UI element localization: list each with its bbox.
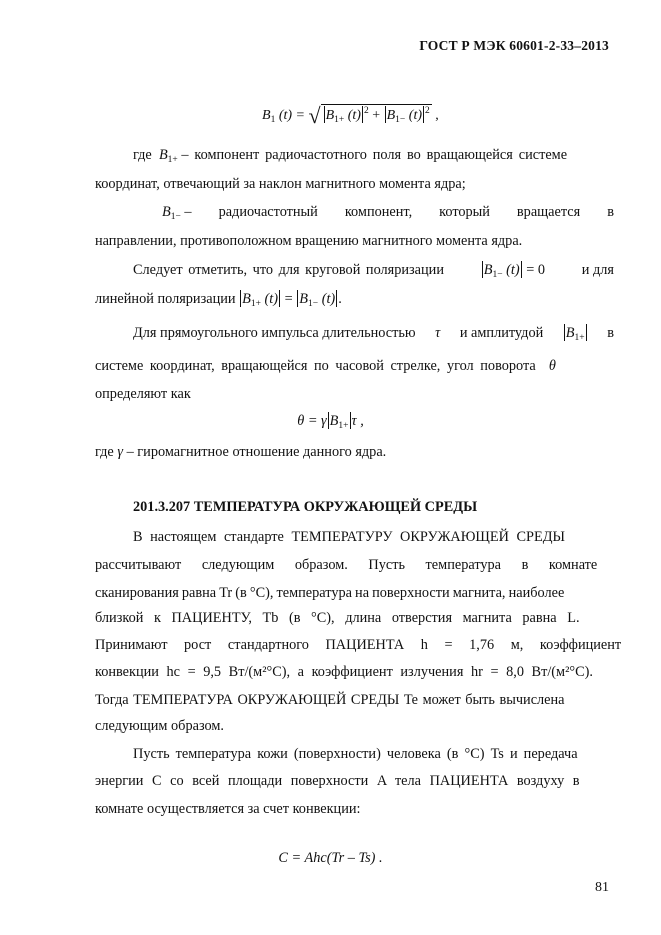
p1-line4: направлении, противоположном вращению магнитного момента ядра. bbox=[95, 233, 523, 249]
section-line-5: Принимают рост стандартного ПАЦИЕНТА h = 1,76 м, коэффициент bbox=[95, 637, 622, 653]
p3-line1: Для прямоугольного импульса длительностью τ и амплитудой $B_{1+}$ в bbox=[133, 325, 614, 343]
p2-line1: Следует отметить, что для круговой поляризации $B_{1-}$ (t) = 0 и для bbox=[133, 262, 614, 280]
p3-line5: где γ – гиромагнитное отношение данного ядра. bbox=[95, 444, 387, 460]
section-heading: 201.3.207 ТЕМПЕРАТУРА ОКРУЖАЮЩЕЙ СРЕДЫ bbox=[133, 499, 478, 515]
p1-line1: где $B_{1+}$ – компонент радиочастотного поля во вращающейся системе bbox=[133, 147, 568, 165]
p1-line3: $B_{1-}$ – радиочастотный компонент, который вращается в bbox=[162, 204, 614, 222]
formula-c: C = Ahc(Tr – Ts) . bbox=[278, 850, 383, 866]
section-line-3: сканирования равна Tr (в °С), температура на поверхности магнита, наиболее bbox=[95, 585, 565, 601]
p3-line3: определяют как bbox=[95, 386, 191, 402]
section-p2-line-1: Пусть температура кожи (поверхности) человека (в °С) Ts и передача bbox=[133, 746, 578, 762]
section-line-7: Тогда ТЕМПЕРАТУРА ОКРУЖАЮЩЕЙ СРЕДЫ Te может быть вычислена bbox=[95, 692, 565, 708]
formula-b1: $B_1$ (t) = √ $B_{1+}$ (t) $^2 + B_{1-}$ (t) $^2$ , bbox=[262, 103, 439, 128]
formula-theta: θ = γ $B_{1+}$ τ , bbox=[297, 413, 364, 431]
section-line-4: близкой к ПАЦИЕНТУ, Tb (в °С), длина отверстия магнита равна L. bbox=[95, 610, 580, 626]
document-header: ГОСТ Р МЭК 60601-2-33–2013 bbox=[419, 38, 609, 53]
p1-line2: координат, отвечающий за наклон магнитного момента ядра; bbox=[95, 176, 466, 192]
p2-line2: линейной поляризации $B_{1+}$ $(t) = B_{1-}$ (t) . bbox=[95, 291, 342, 309]
p3-line2: системе координат, вращающейся по часовой стрелке, угол поворота θ bbox=[95, 358, 556, 374]
section-p2-line-3: комнате осуществляется за счет конвекции: bbox=[95, 801, 361, 817]
page-number: 81 bbox=[595, 880, 609, 895]
section-line-8: следующим образом. bbox=[95, 718, 224, 734]
section-p2-line-2: энергии C со всей площади поверхности A тела ПАЦИЕНТА воздуху в bbox=[95, 773, 580, 789]
section-line-2: рассчитывают следующим образом. Пусть температура в комнате bbox=[95, 557, 598, 573]
section-line-1: В настоящем стандарте ТЕМПЕРАТУРУ ОКРУЖАЮЩЕЙ СРЕДЫ bbox=[133, 529, 565, 545]
section-line-6: конвекции hc = 9,5 Вт/(м²°С), а коэффициент излучения hr = 8,0 Вт/(м²°С). bbox=[95, 664, 593, 680]
